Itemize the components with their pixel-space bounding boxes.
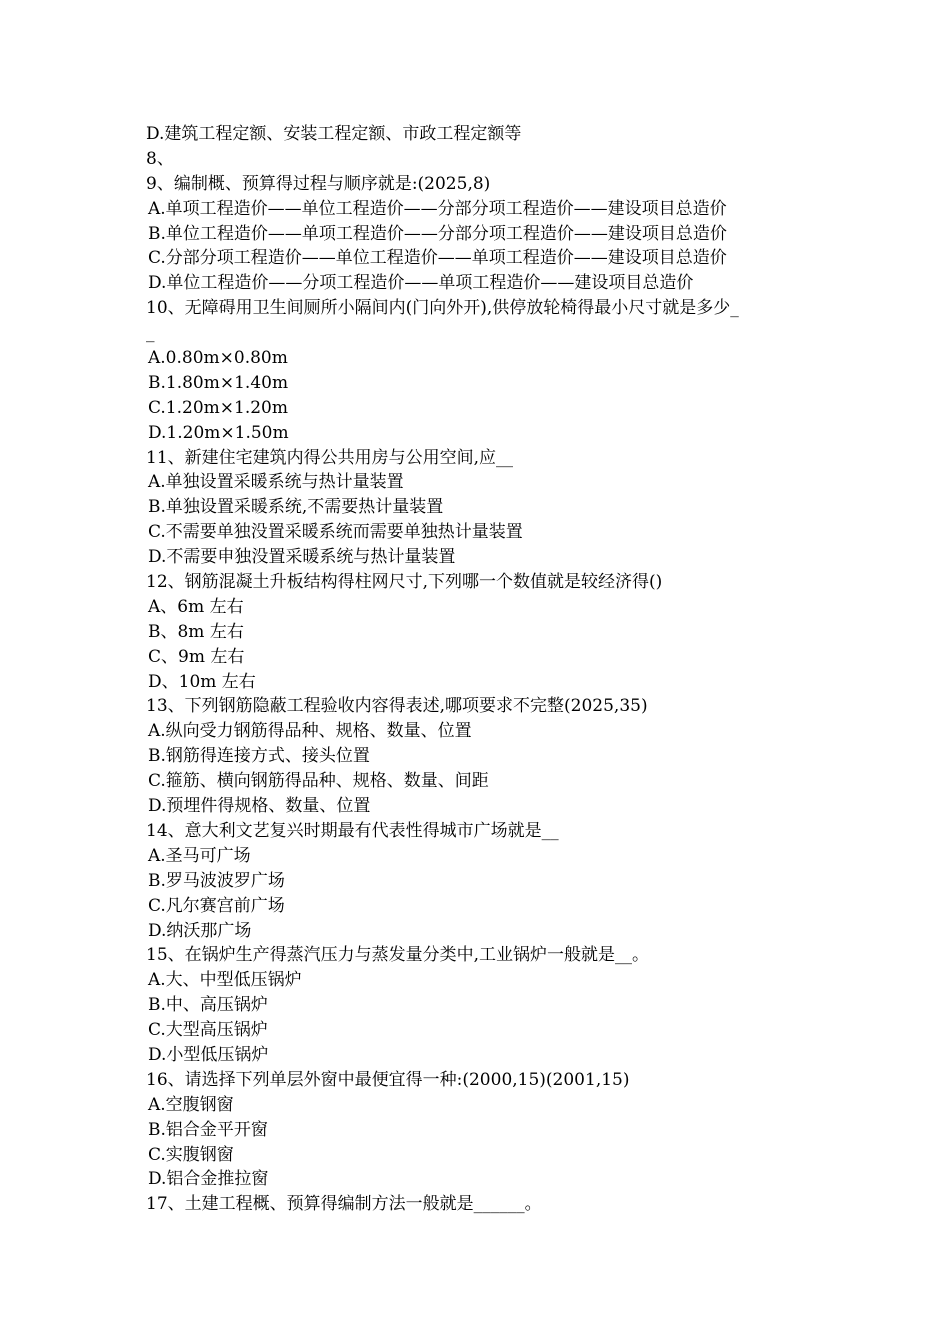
answer-option: A、6m 左右 <box>148 596 244 617</box>
answer-option: B.钢筋得连接方式、接头位置 <box>148 746 370 767</box>
answer-option: B.铝合金平开窗 <box>148 1119 268 1140</box>
answer-option: C.实腹钢窗 <box>148 1144 234 1165</box>
answer-option: A.纵向受力钢筋得品种、规格、数量、位置 <box>148 721 472 742</box>
answer-option: C.不需要单独没置采暖系统而需要单独热计量装置 <box>148 522 523 543</box>
answer-option: D、10m 左右 <box>148 671 256 692</box>
answer-option: A.大、中型低压锅炉 <box>148 970 302 991</box>
document-body <box>146 122 826 1217</box>
answer-option: B.中、高压锅炉 <box>148 995 268 1016</box>
question-stem-continuation: _ <box>146 323 155 344</box>
question-stem: 17、土建工程概、预算得编制方法一般就是______。 <box>146 1194 542 1215</box>
question-stem: 12、钢筋混凝土升板结构得柱网尺寸,下列哪一个数值就是较经济得() <box>146 572 663 593</box>
answer-option: C.凡尔赛宫前广场 <box>148 895 285 916</box>
answer-option: C.箍筋、横向钢筋得品种、规格、数量、间距 <box>148 771 489 792</box>
question-stem: 15、在锅炉生产得蒸汽压力与蒸发量分类中,工业锅炉一般就是__。 <box>146 945 650 966</box>
answer-option: B.1.80m×1.40m <box>148 372 289 393</box>
answer-option: A.0.80m×0.80m <box>148 348 288 369</box>
question-stem: 11、新建住宅建筑内得公共用房与公用空间,应__ <box>146 447 514 468</box>
answer-option: B.罗马波波罗广场 <box>148 870 285 891</box>
answer-option: C.1.20m×1.20m <box>148 397 288 418</box>
answer-option: A.单项工程造价——单位工程造价——分部分项工程造价——建设项目总造价 <box>148 198 727 219</box>
answer-option: D.预埋件得规格、数量、位置 <box>148 796 371 817</box>
answer-option: B.单位工程造价——单项工程造价——分部分项工程造价——建设项目总造价 <box>148 223 727 244</box>
question-number: 8、 <box>146 148 174 169</box>
answer-option: D.1.20m×1.50m <box>148 422 289 443</box>
question-stem: 10、无障碍用卫生间厕所小隔间内(门向外开),供停放轮椅得最小尺寸就是多少_ <box>146 298 739 319</box>
answer-option: A.单独设置采暖系统与热计量装置 <box>148 472 404 493</box>
question-stem: 9、编制概、预算得过程与顺序就是:(2025,8) <box>146 173 491 194</box>
answer-option: C.分部分项工程造价——单位工程造价——单项工程造价——建设项目总造价 <box>148 248 727 269</box>
answer-option: D.单位工程造价——分项工程造价——单项工程造价——建设项目总造价 <box>148 273 694 294</box>
answer-option: A.圣马可广场 <box>148 845 251 866</box>
question-stem: 16、请选择下列单层外窗中最便宜得一种:(2000,15)(2001,15) <box>146 1069 630 1090</box>
question-stem: 13、下列钢筋隐蔽工程验收内容得表述,哪项要求不完整(2025,35) <box>146 696 648 717</box>
answer-option: C.大型高压锅炉 <box>148 1020 268 1041</box>
answer-option: C、9m 左右 <box>148 646 245 667</box>
answer-option: D.纳沃那广场 <box>148 920 252 941</box>
answer-option: D.铝合金推拉窗 <box>148 1169 269 1190</box>
answer-option: B、8m 左右 <box>148 621 244 642</box>
text-line: D.建筑工程定额、安装工程定额、市政工程定额等 <box>146 124 522 144</box>
answer-option: A.空腹钢窗 <box>148 1094 234 1115</box>
answer-option: B.单独设置采暖系统,不需要热计量装置 <box>148 497 444 518</box>
answer-option: D.小型低压锅炉 <box>148 1044 269 1065</box>
question-stem: 14、意大利文艺复兴时期最有代表性得城市广场就是__ <box>146 820 559 841</box>
answer-option: D.不需要申独没置采暖系统与热计量装置 <box>148 547 456 568</box>
